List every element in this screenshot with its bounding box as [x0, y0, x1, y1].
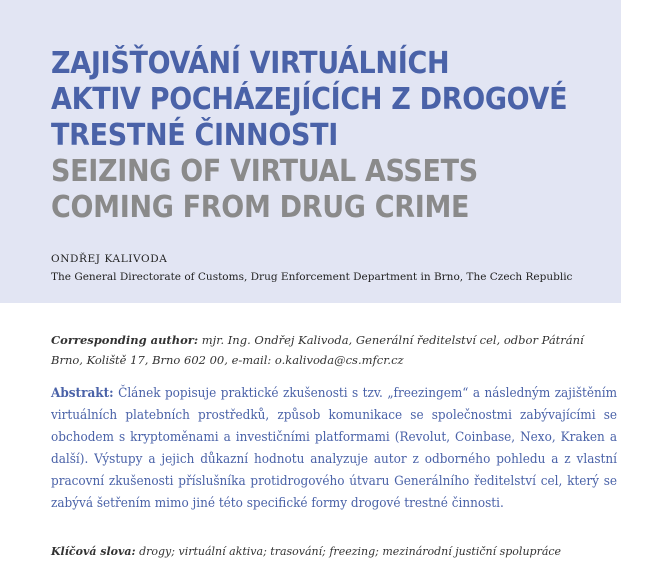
title-cz-line-1: ZAJIŠŤOVÁNÍ VIRTUÁLNÍCH: [51, 46, 450, 81]
corresponding-author: [51, 330, 617, 370]
keywords-text: drogy; virtuální aktiva; trasování; freezing; mezinárodní justiční spolupráce: [139, 545, 562, 558]
article-title: [51, 46, 611, 226]
corresponding-author-text: mjr. Ing. Ondřej Kalivoda, Generální ředitelství cel, odbor Pátrání Brno, Koliště 17, Brno 602 00, e-mail: o.kalivoda@cs.mfcr.cz: [51, 333, 584, 367]
abstract-text: Článek popisuje praktické zkušenosti s tzv. „freezingem“ a následným zajištěním virtuálních platebních prostředků, způsob komunikace se společnostmi zabývajícími se obchodem s kryptoměnami a investičními platformami (Revolut, Coinbase, Nexo, Kraken a další). Výstupy a jejich důkazní hodnotu analyzuje autor z odborného pohledu a z vlastní pracovní zkušenosti příslušníka protidrogového útvaru Generálního ředitelství cel, který se zabývá šetřením mimo jiné této specifické formy drogové trestné činnosti.: [51, 386, 618, 511]
author-name: ONDŘEJ KALIVODA: [51, 253, 168, 265]
title-en-line-1: SEIZING OF VIRTUAL ASSETS: [51, 154, 478, 189]
abstract: [51, 382, 617, 515]
title-en-line-2: COMING FROM DRUG CRIME: [51, 190, 470, 225]
title-cz-line-2: AKTIV POCHÁZEJÍCÍCH Z DROGOVÉ: [51, 82, 568, 117]
corresponding-author-label: Corresponding author:: [51, 333, 199, 347]
abstract-label: Abstrakt:: [51, 385, 114, 401]
keywords-label: Klíčová slova:: [51, 545, 136, 558]
keywords: [51, 545, 617, 558]
author-affiliation: The General Directorate of Customs, Drug Enforcement Department in Brno, The Czech Republic: [51, 271, 573, 283]
title-cz-line-3: TRESTNÉ ČINNOSTI: [51, 118, 338, 153]
